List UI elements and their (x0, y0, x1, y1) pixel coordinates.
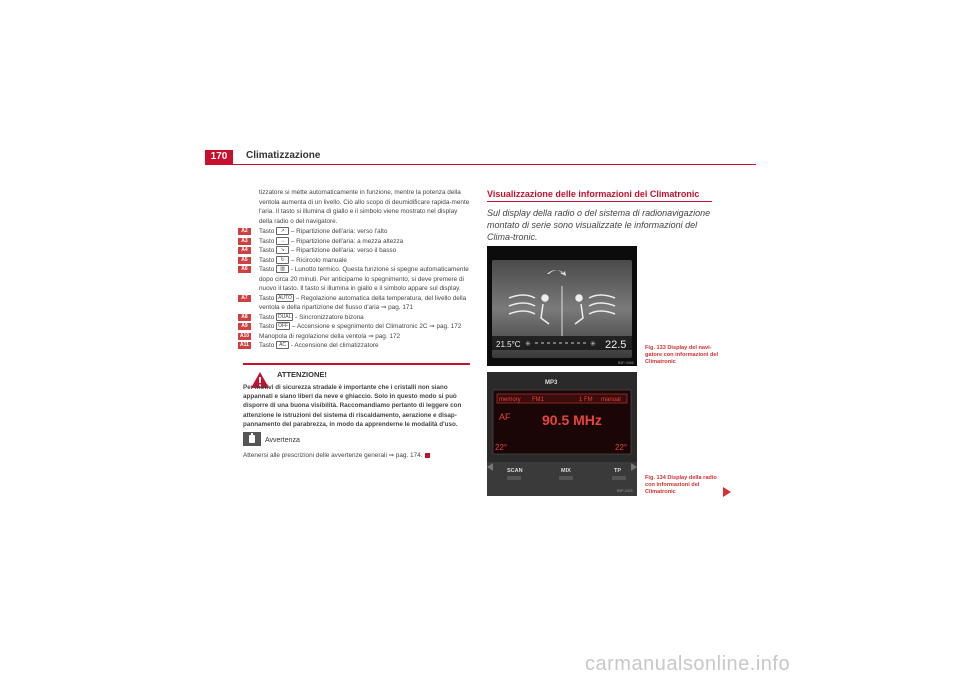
item-marker-badge: A3 (238, 238, 251, 245)
header-rule (205, 164, 756, 165)
fan-icon: ✳ (525, 341, 531, 348)
item-prefix: Tasto (259, 323, 275, 330)
fig1-temp-left: 21.5°C (496, 340, 521, 349)
item-text: - Lunotto termico. Questa funzione si spegne automaticamente dopo circa 20 minuti. Per anticiparne lo spegnimento, si deve premere di nuovo il tasto. Il tasto si illumina in giallo e il simbolo appare sul display. (259, 266, 469, 292)
item-marker-badge: A4 (238, 247, 251, 254)
page-number: 170 (205, 150, 233, 164)
figure-radio-display (487, 372, 637, 496)
fig2-fm: FM1 (532, 397, 544, 403)
item-a2 (241, 227, 471, 237)
fig2-mode: MP3 (545, 380, 558, 386)
item-text: – Regolazione automatica della temperatura, del livello della ventola e della ripartizione del flusso d'aria ⇒ pag. 171 (259, 294, 467, 311)
item-prefix: Tasto (259, 228, 275, 235)
end-mark-icon (425, 453, 430, 458)
item-marker-badge: A9 (238, 323, 251, 330)
note-text-content: Attenersi alle prescrizioni delle avvertenze generali ⇒ pag. 174. (243, 452, 423, 459)
item-marker-badge: A7 (238, 295, 251, 302)
item-text: – Ripartizione dell'aria: verso il basso (289, 247, 397, 254)
section-rule (487, 201, 712, 202)
fig2-af: AF (499, 412, 511, 422)
key-symbol-icon: ↻ (276, 256, 289, 264)
fig2-preset: 1 FM (579, 397, 593, 403)
fig2-frequency: 90.5 MHz (542, 412, 602, 428)
warning-text: Per motivi di sicurezza stradale è importante che i cristalli non siano appannati e siano liberi da neve e ghiaccio. Solo in questo modo si può disporre di una buona visibilità. Raccomandiamo pertanto di leggere con attenzione le istruzioni del sistema di riscaldamento, aerazione e disap-pannamento del parabrezza, in modo da apprenderne le modalità d'uso. (243, 384, 462, 428)
key-symbol-icon: → (276, 237, 289, 245)
key-symbol-icon: DUAL (278, 313, 292, 320)
figure-133-caption: Fig. 133 Display del navi-gatore con informazioni del Climatronic (645, 345, 719, 365)
item-marker-badge: A2 (238, 228, 251, 235)
item-a10 (239, 332, 471, 342)
fig2-manual: manual (601, 397, 621, 403)
fig2-tp-button: TP (614, 468, 622, 474)
figure-navigation-display (487, 246, 637, 366)
item-marker-badge: A8 (238, 314, 251, 321)
key-symbol-icon: ↗ (276, 227, 289, 235)
key-symbol-icon: OFF (278, 323, 289, 330)
item-text: - Sincronizzatore bizona (293, 313, 364, 321)
item-a11 (240, 341, 471, 351)
item-prefix: Tasto (259, 237, 275, 245)
footer-watermark: carmanualsonline.info (585, 653, 791, 675)
item-marker-badge: A6 (238, 266, 251, 273)
left-column (239, 188, 471, 351)
item-prefix: Tasto (259, 247, 275, 254)
note-title: Avvertenza (265, 437, 300, 444)
fig2-memory: memory (499, 397, 521, 403)
warning-box (243, 363, 470, 465)
item-text: – Ripartizione dell'aria: a mezza altezza (289, 237, 404, 245)
item-a6 (241, 265, 471, 294)
fig2-scan-button: SCAN (507, 468, 523, 474)
item-prefix: Tasto (259, 342, 275, 349)
key-symbol-icon: AC (276, 341, 289, 349)
item-prefix: Tasto (259, 313, 275, 321)
item-prefix: Tasto (259, 256, 275, 264)
item-text: Manopola di regolazione della ventola ⇒ pag. 172 (259, 332, 401, 340)
note-text (243, 451, 483, 459)
figure-134-caption: Fig. 134 Display della radio con informazioni del Climatronic (645, 475, 717, 495)
fan-icon-right: ✳ (590, 341, 596, 348)
section-title: Visualizzazione delle informazioni del Climatronic (487, 189, 700, 199)
continue-arrow-icon (723, 487, 731, 497)
section-intro: Sul display della radio o del sistema di radionavigazione montato di serie sono visualizzate le informazioni del Clima-tronic. (487, 208, 711, 242)
item-prefix: Tasto (259, 294, 275, 302)
key-symbol-icon: ↘ (276, 246, 289, 254)
item-text: - Accensione del climatizzatore (289, 342, 379, 349)
key-symbol-icon: ▥ (276, 265, 289, 273)
fig2-temp-right: 22° (615, 443, 628, 452)
chapter-title: Climatizzazione (246, 150, 321, 161)
fig2-code: B5P-0025 (617, 489, 633, 493)
item-a4 (241, 246, 471, 256)
item-a9 (241, 322, 471, 332)
fig2-temp-left: 22° (495, 443, 508, 452)
key-symbol-icon: AUTO (278, 294, 292, 301)
item-a5 (241, 256, 471, 266)
item-a7 (241, 294, 471, 313)
warning-title: ATTENZIONE! (277, 370, 327, 379)
item-marker-badge: A10 (239, 332, 250, 339)
intro-paragraph: tizzatore si mette automaticamente in funzione, mentre la potenza della ventola aumenta di un livello. Ciò allo scopo di deumidificare rapida-mente l'aria. Il tasto si illumina di giallo e il simbolo viene mostrato nel display della radio o del navigatore. (259, 189, 470, 225)
item-text: – Ripartizione dell'aria: verso l'alto (289, 228, 388, 235)
item-text: – Ricircolo manuale (289, 256, 347, 264)
fig2-mix-button: MIX (561, 468, 571, 474)
item-marker-badge: A5 (238, 257, 251, 264)
fig1-code: B5P-0086 (618, 361, 634, 365)
note-hand-icon (243, 432, 261, 446)
fig1-temp-right: 22.5 (605, 339, 627, 351)
item-a8 (241, 313, 471, 323)
item-prefix: Tasto (259, 266, 275, 273)
item-text: – Accensione e spegnimento del Climatronic 2C ⇒ pag. 172 (290, 323, 462, 330)
item-list (239, 227, 471, 351)
item-marker-badge: A11 (238, 342, 251, 349)
item-a3 (241, 237, 471, 247)
